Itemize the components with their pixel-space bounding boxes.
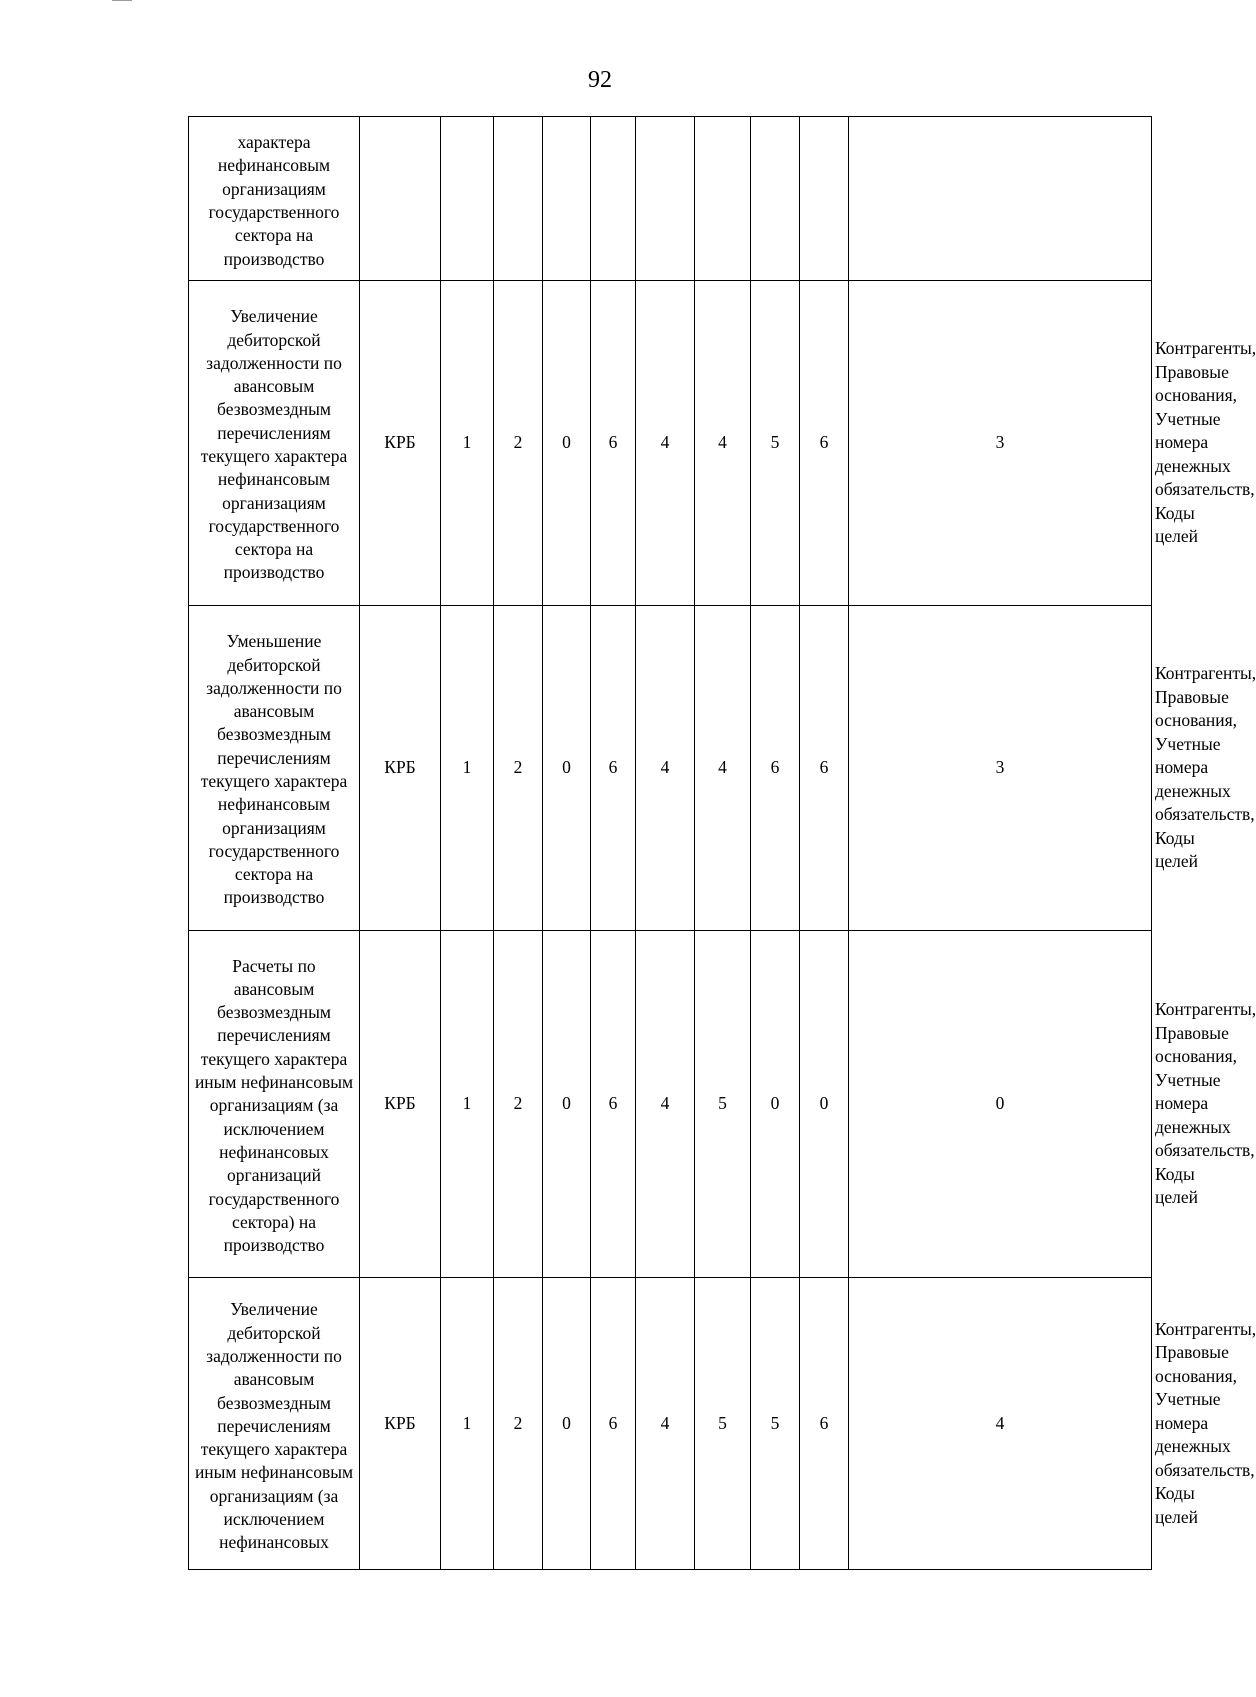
code-digit-cell [695,117,751,281]
account-name-cell: Уменьшение дебиторской задолженности по авансовым безвозмездным перечислениям текущего характера нефинансовым организациям государственного сектора на производство [189,606,360,931]
code-digit-cell: 5 [751,1278,800,1570]
code-digit-cell: 3 [849,606,1152,931]
code-digit-cell: 1 [441,1278,494,1570]
code-digit-cell: 2 [494,606,543,931]
code-digit-cell: 2 [494,931,543,1278]
code-digit-cell: 0 [849,931,1152,1278]
account-name-cell: Увеличение дебиторской задолженности по авансовым безвозмездным перечислениям текущего характера нефинансовым организациям государственного сектора на производство [189,281,360,606]
code-digit-cell: 6 [591,1278,636,1570]
code-digit-cell: 4 [636,1278,695,1570]
code-digit-cell: 6 [591,606,636,931]
table-row [189,117,1152,281]
type-cell [360,117,441,281]
code-digit-cell [543,117,591,281]
code-digit-cell [751,117,800,281]
code-digit-cell: 5 [695,1278,751,1570]
code-digit-cell: 0 [543,1278,591,1570]
scan-artifact-line [112,0,132,1]
code-digit-cell: 6 [800,1278,849,1570]
code-digit-cell: 4 [849,1278,1152,1570]
code-digit-cell: 4 [636,606,695,931]
code-digit-cell: 3 [849,281,1152,606]
code-digit-cell: 1 [441,606,494,931]
code-digit-cell: 6 [591,281,636,606]
code-digit-cell: 5 [695,931,751,1278]
table-row: Уменьшение дебиторской задолженности по авансовым безвозмездным перечислениям текущего характера нефинансовым организациям государственного сектора на производство КРБ 1 2 0 6 4 4 6 6 3 Контрагенты, Правовые основания, Учетные номера денежных обязательств, Коды целей [189,606,1152,931]
code-digit-cell: 4 [636,281,695,606]
type-cell: КРБ [360,1278,441,1570]
code-digit-cell: 4 [636,931,695,1278]
code-digit-cell [636,117,695,281]
code-digit-cell: 6 [800,606,849,931]
account-name-cell: характера нефинансовым организациям государственного сектора на производство [189,117,360,281]
code-digit-cell: 2 [494,281,543,606]
table-body [189,117,1256,1570]
account-name-cell: Увеличение дебиторской задолженности по авансовым безвозмездным перечислениям текущего характера иным нефинансовым организациям (за исключением нефинансовых [189,1278,360,1570]
code-digit-cell [800,117,849,281]
code-digit-cell: 6 [800,281,849,606]
type-cell: КРБ [360,931,441,1278]
code-digit-cell [441,117,494,281]
account-codes-table [188,116,1256,1570]
code-digit-cell: 2 [494,1278,543,1570]
table-row: Увеличение дебиторской задолженности по авансовым безвозмездным перечислениям текущего характера иным нефинансовым организациям (за исключением нефинансовых КРБ 1 2 0 6 4 5 5 6 4 Контрагенты, Правовые основания, Учетные номера денежных обязательств, Коды целей [189,1278,1152,1570]
table-row: Расчеты по авансовым безвозмездным перечислениям текущего характера иным нефинансовым организациям (за исключением нефинансовых организаций государственного сектора) на производство КРБ 1 2 0 6 4 5 0 0 0 Контрагенты, Правовые основания, Учетные номера денежных обязательств, Коды целей [189,931,1152,1278]
code-digit-cell: 4 [695,606,751,931]
code-digit-cell: 5 [751,281,800,606]
code-digit-cell: 0 [543,931,591,1278]
code-digit-cell: 6 [751,606,800,931]
type-cell: КРБ [360,606,441,931]
analytics-cell [849,117,1152,281]
page-number: 92 [588,67,612,93]
table-row: Увеличение дебиторской задолженности по авансовым безвозмездным перечислениям текущего характера нефинансовым организациям государственного сектора на производство КРБ 1 2 0 6 4 4 5 6 3 Контрагенты, Правовые основания, Учетные номера денежных обязательств, Коды целей [189,281,1152,606]
code-digit-cell [494,117,543,281]
code-digit-cell: 0 [543,606,591,931]
account-name-cell: Расчеты по авансовым безвозмездным перечислениям текущего характера иным нефинансовым организациям (за исключением нефинансовых организаций государственного сектора) на производство [189,931,360,1278]
code-digit-cell [591,117,636,281]
type-cell: КРБ [360,281,441,606]
code-digit-cell: 0 [800,931,849,1278]
code-digit-cell: 1 [441,281,494,606]
code-digit-cell: 4 [695,281,751,606]
code-digit-cell: 1 [441,931,494,1278]
code-digit-cell: 0 [543,281,591,606]
code-digit-cell: 6 [591,931,636,1278]
code-digit-cell: 0 [751,931,800,1278]
